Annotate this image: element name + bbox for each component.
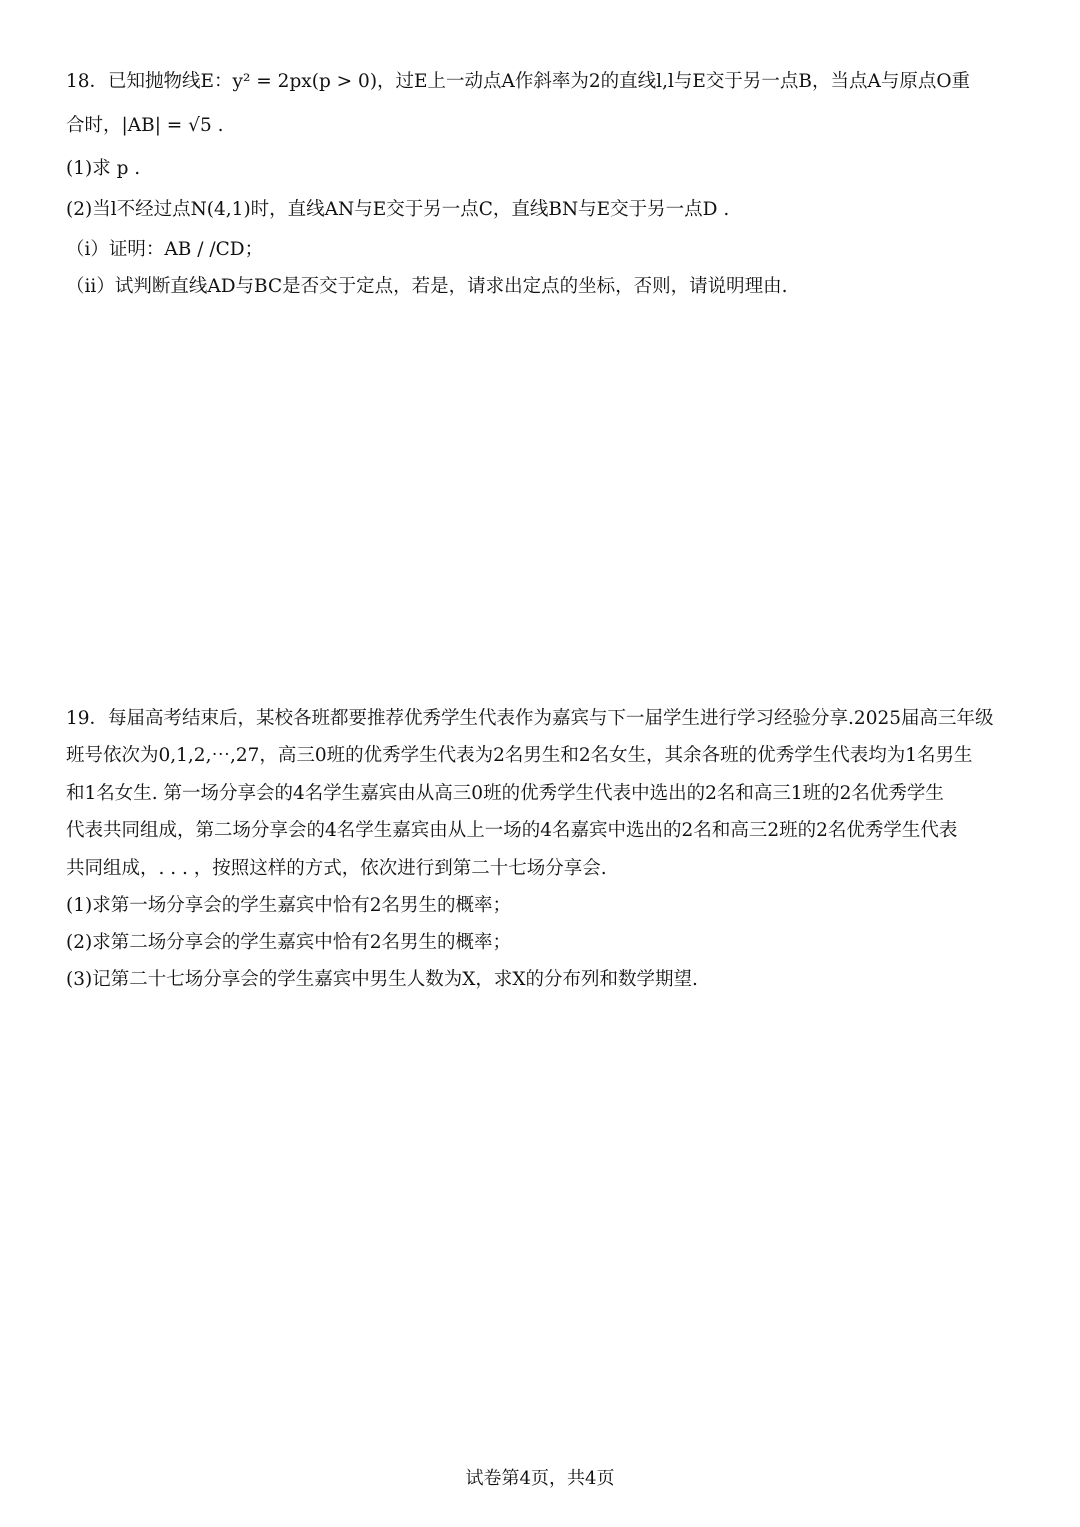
q19-stem-line-3: 和1名女生. 第一场分享会的4名学生嘉宾由从高三0班的优秀学生代表中选出的2名和高三1班的2名优秀学生 bbox=[66, 783, 944, 804]
q19-stem-line-5: 共同组成，. . . ，按照这样的方式，依次进行到第二十七场分享会. bbox=[66, 858, 607, 879]
q19-stem-line-4: 代表共同组成，第二场分享会的4名学生嘉宾由从上一场的4名嘉宾中选出的2名和高三2班的2名优秀学生代表 bbox=[66, 820, 958, 841]
q18-part-2: (2)当l不经过点N(4,1)时，直线AN与E交于另一点C，直线BN与E交于另一点D . bbox=[66, 199, 730, 220]
q19-stem-line-1: 19．每届高考结束后，某校各班都要推荐优秀学生代表作为嘉宾与下一届学生进行学习经验分享.2025届高三年级 bbox=[66, 708, 994, 729]
q19-stem-line-2: 班号依次为0,1,2,⋯,27，高三0班的优秀学生代表为2名男生和2名女生，其余各班的优秀学生代表均为1名男生 bbox=[66, 745, 973, 766]
q18-stem-line-1: 18．已知抛物线E：y² = 2px(p > 0)，过E上一动点A作斜率为2的直线l,l与E交于另一点B，当点A与原点O重 bbox=[66, 71, 971, 92]
q18-part-2-i: （i）证明：AB / /CD； bbox=[66, 239, 264, 260]
q18-part-1: (1)求 p . bbox=[66, 158, 141, 179]
q18-part-2-ii: （ii）试判断直线AD与BC是否交于定点，若是，请求出定点的坐标，否则，请说明理由. bbox=[66, 276, 788, 297]
page-footer: 试卷第4页，共4页 bbox=[465, 1468, 615, 1489]
q19-part-3: (3)记第二十七场分享会的学生嘉宾中男生人数为X，求X的分布列和数学期望. bbox=[66, 969, 698, 990]
q19-part-1: (1)求第一场分享会的学生嘉宾中恰有2名男生的概率； bbox=[66, 895, 511, 916]
q18-stem-line-2: 合时，|AB| = √5 . bbox=[66, 115, 224, 136]
q19-part-2: (2)求第二场分享会的学生嘉宾中恰有2名男生的概率； bbox=[66, 932, 511, 953]
